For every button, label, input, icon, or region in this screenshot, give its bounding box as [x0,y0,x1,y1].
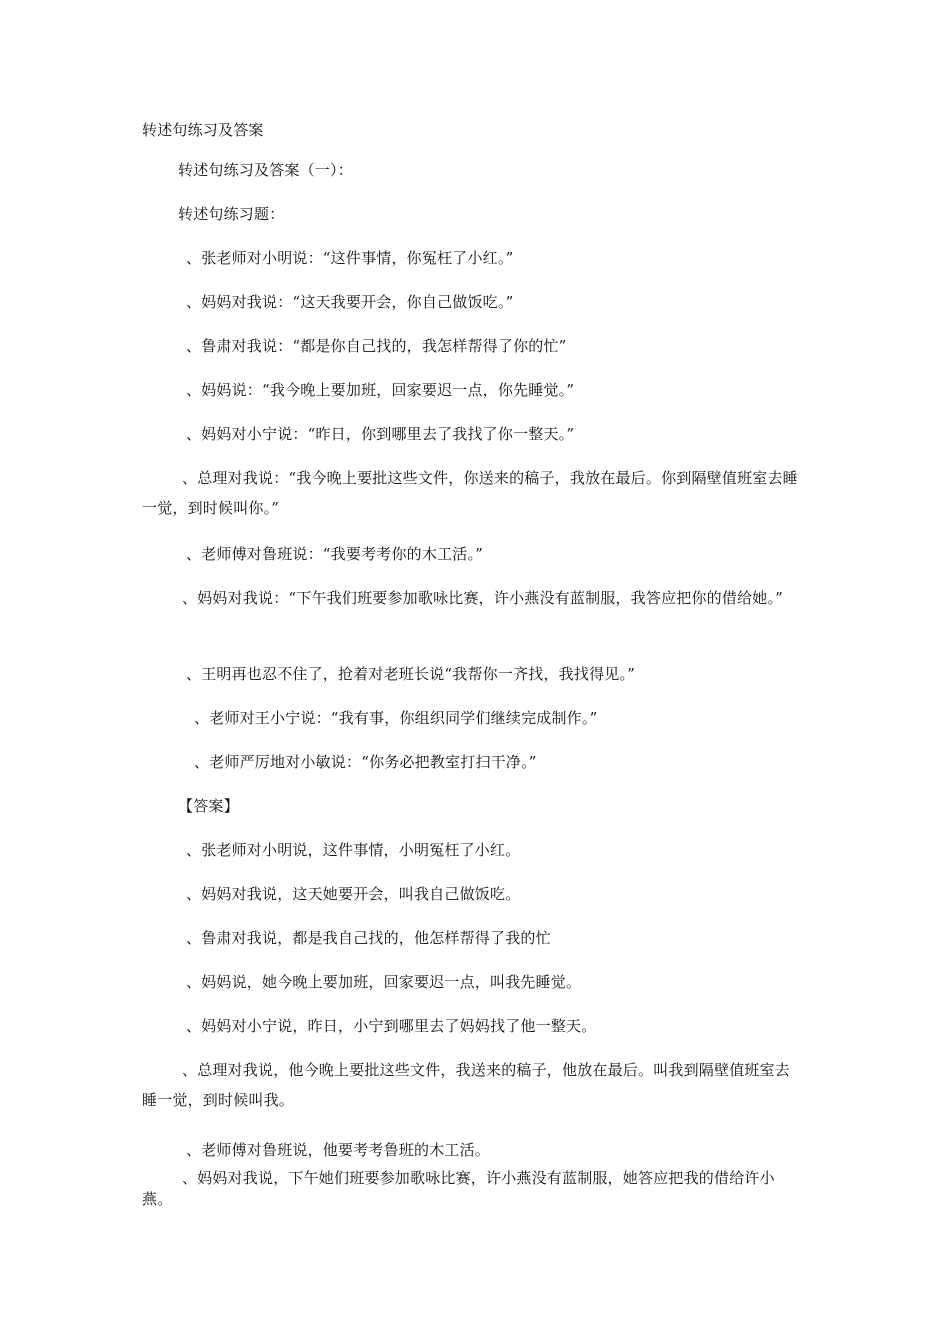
exercise-item-text: 、总理对我说：“我今晚上要批这些文件，你送来的稿子，我放在最后。你到隔壁值班室去睡一觉，到时候叫你。” [142,469,798,517]
section-heading: 转述句练习及答案（一）： [178,161,353,179]
answer-item-text: 、总理对我说，他今晚上要批这些文件，我送来的稿子，他放在最后。叫我到隔壁值班室去睡一觉，到时候叫我。 [142,1061,791,1109]
exercise-item: 、老师对王小宁说：“我有事，你组织同学们继续完成制作。” [194,709,598,727]
exercise-item: 、王明再也忍不住了，抢着对老班长说“我帮你一齐找，我找得见。” [186,665,636,683]
answer-heading: 【答案】 [178,797,239,815]
exercise-item [142,583,802,613]
document-title: 转述句练习及答案 [142,121,264,139]
answer-item: 、妈妈对小宁说，昨日，小宁到哪里去了妈妈找了他一整天。 [186,1017,597,1035]
exercise-item: 、老师傅对鲁班说：“我要考考你的木工活。” [186,545,484,563]
answer-item: 、妈妈说，她今晚上要加班，回家要迟一点，叫我先睡觉。 [186,973,582,991]
answer-item [142,1168,802,1210]
exercise-item: 、鲁肃对我说：“都是你自己找的，我怎样帮得了你的忙” [186,337,567,355]
answer-item: 、鲁肃对我说，都是我自己找的，他怎样帮得了我的忙 [186,929,551,947]
answer-item [142,1055,802,1115]
exercise-item: 、张老师对小明说：“这件事情，你冤枉了小红。” [186,249,514,267]
exercise-heading: 转述句练习题： [178,205,285,223]
exercise-item: 、妈妈对小宁说：“昨日，你到哪里去了我找了你一整天。” [186,425,575,443]
answer-item: 、妈妈对我说，这天她要开会，叫我自己做饭吃。 [186,885,521,903]
exercise-item: 、妈妈说：“我今晚上要加班，回家要迟一点，你先睡觉。” [186,381,575,399]
answer-item-text: 、妈妈对我说，下午她们班要参加歌咏比赛，许小燕没有蓝制服，她答应把我的借给许小燕。 [142,1169,775,1208]
exercise-item: 、老师严厉地对小敏说：“你务必把教室打扫干净。” [194,753,537,771]
exercise-item [142,463,802,523]
answer-item: 、老师傅对鲁班说，他要考考鲁班的木工活。 [186,1141,491,1159]
exercise-item: 、妈妈对我说：“这天我要开会，你自己做饭吃。” [186,293,514,311]
answer-item: 、张老师对小明说，这件事情，小明冤枉了小红。 [186,841,521,859]
exercise-item-text: 、妈妈对我说：“下午我们班要参加歌咏比赛，许小燕没有蓝制服，我答应把你的借给她。” [182,589,784,607]
